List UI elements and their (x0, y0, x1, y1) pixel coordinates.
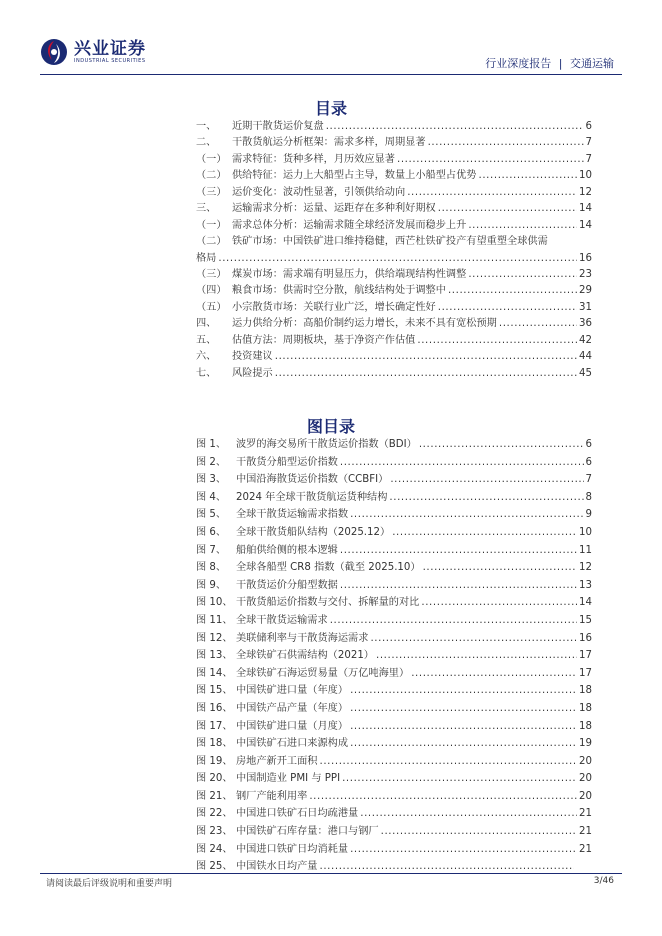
toc-leader-dots (499, 316, 577, 332)
toc-list (196, 119, 592, 382)
figure-page: 20 (579, 790, 592, 802)
toc-item-title: 投资建议 (232, 351, 273, 363)
toc-item[interactable] (196, 201, 592, 217)
toc-item-title: 需求特征：货种多样，月历效应显著 (232, 153, 395, 165)
toc-item-page: 14 (579, 219, 592, 231)
figure-title: 钢厂产能利用率 (236, 790, 308, 802)
figure-title: 中国铁产品产量（年度） (236, 702, 349, 714)
figure-title: 中国制造业 PMI 与 PPI (236, 773, 341, 785)
toc-item-page: 36 (579, 318, 592, 330)
figure-page: 21 (579, 843, 592, 855)
toc-leader-dots (438, 201, 577, 217)
figure-item[interactable] (196, 805, 592, 823)
figure-title: 中国铁水日均产量 (236, 861, 318, 873)
toc-item[interactable] (196, 300, 592, 316)
toc-leader-dots (360, 805, 577, 823)
figure-number: 图 14、 (196, 667, 233, 679)
toc-item-title: 运价变化：波动性显著，引领供给动向 (232, 186, 406, 198)
figure-page: 19 (579, 738, 592, 750)
figure-number: 图 19、 (196, 755, 233, 767)
toc-leader-dots (390, 471, 583, 489)
figure-page: 17 (579, 667, 592, 679)
toc-item[interactable] (196, 333, 592, 349)
toc-leader-dots (340, 542, 577, 560)
figure-number: 图 9、 (196, 579, 227, 591)
figure-item[interactable] (196, 542, 592, 560)
figure-page: 11 (579, 544, 592, 556)
toc-item-title: 干散货航运分析框架：需求多样，周期显著 (232, 137, 426, 149)
figure-number: 图 4、 (196, 491, 227, 503)
toc-item-page: 42 (579, 334, 592, 346)
toc-item[interactable] (196, 283, 592, 299)
toc-leader-dots (275, 366, 577, 382)
figure-number: 图 10、 (196, 597, 233, 609)
toc-item-title: 小宗散货市场：关联行业广泛，增长确定性好 (232, 301, 436, 313)
toc-item-page: 14 (579, 203, 592, 215)
figure-title: 全球铁矿石供需结构（2021） (236, 650, 374, 662)
figure-title: 美联储利率与干散货海运需求 (236, 632, 369, 644)
toc-item[interactable] (196, 267, 592, 283)
figure-number: 图 16、 (196, 702, 233, 714)
toc-title: 目录 (314, 99, 347, 118)
toc-item-title: 估值方法：周期板块，基于净资产作估值 (232, 334, 416, 346)
toc-item-number: 六、 (196, 351, 217, 363)
toc-item-number: （三） (196, 268, 227, 280)
toc-leader-dots (438, 300, 577, 316)
toc-item-page: 23 (579, 268, 592, 280)
toc-leader-dots (350, 735, 577, 753)
toc-item-page: 44 (579, 351, 592, 363)
figure-number: 图 11、 (196, 614, 233, 626)
toc-item[interactable] (196, 234, 592, 250)
toc-item-page: 16 (579, 252, 592, 264)
toc-item-continuation[interactable] (196, 251, 592, 267)
toc-leader-dots (407, 185, 577, 201)
toc-leader-dots (309, 788, 577, 806)
toc-leader-dots (350, 718, 577, 736)
toc-item-title: 运输需求分析：运量、运距存在多种利好期权 (232, 203, 436, 215)
figure-page: 14 (579, 597, 592, 609)
toc-item-title: 粮食市场：供需时空分散，航线结构处于调整中 (232, 285, 446, 297)
figure-page: 20 (579, 773, 592, 785)
toc-item-number: 二、 (196, 137, 217, 149)
figure-page: 15 (579, 614, 592, 626)
figure-item[interactable] (196, 753, 592, 771)
toc-item-number: 七、 (196, 367, 217, 379)
toc-leader-dots (370, 630, 577, 648)
figure-page: 13 (579, 579, 592, 591)
figure-page: 18 (579, 720, 592, 732)
toc-item-page: 6 (585, 121, 592, 132)
figure-title: 干散货船运价指数与交付、拆解量的对比 (236, 597, 420, 609)
figure-item[interactable] (196, 612, 592, 630)
figure-number: 图 13、 (196, 650, 233, 662)
toc-item-number: （一） (196, 153, 227, 165)
toc-leader-dots (411, 665, 577, 683)
toc-item[interactable] (196, 119, 592, 135)
report-category (485, 55, 614, 71)
figure-title: 全球干散货运输需求 (236, 614, 328, 626)
footer-divider (40, 873, 622, 874)
toc-item-title: 需求总体分析：运输需求随全球经济发展而稳步上升 (232, 219, 467, 231)
figure-number: 图 8、 (196, 562, 227, 574)
toc-item-page: 10 (579, 170, 592, 182)
figure-page: 20 (579, 755, 592, 767)
toc-leader-dots (419, 436, 584, 454)
toc-leader-dots (340, 577, 577, 595)
figure-item[interactable] (196, 735, 592, 753)
figure-title: 房地产新开工面积 (236, 755, 318, 767)
figure-number: 图 5、 (196, 509, 227, 521)
toc-item-number: （五） (196, 301, 227, 313)
figure-page: 18 (579, 702, 592, 714)
toc-leader-dots (376, 647, 577, 665)
toc-leader-dots (392, 524, 577, 542)
figure-number: 图 24、 (196, 843, 233, 855)
figure-number: 图 15、 (196, 685, 233, 697)
figure-number: 图 2、 (196, 456, 227, 468)
figure-title: 全球各船型 CR8 指数（截至 2025.10） (236, 562, 421, 574)
company-logo (40, 38, 146, 66)
figure-number: 图 25、 (196, 861, 233, 873)
toc-leader-dots (479, 168, 578, 184)
figure-page: 12 (579, 562, 592, 574)
figure-title: 波罗的海交易所干散货运价指数（BDI） (236, 439, 417, 450)
toc-item-page: 7 (585, 153, 592, 165)
figure-number: 图 18、 (196, 738, 233, 750)
logo-english-name: INDUSTRIAL SECURITIES (74, 57, 146, 64)
figure-number: 图 23、 (196, 826, 233, 838)
toc-item-number: （二） (196, 236, 227, 248)
toc-item-number: （四） (196, 285, 227, 297)
logo-chinese-name: 兴业证券 (74, 38, 146, 59)
report-sector: 交通运输 (570, 57, 614, 70)
figure-page: 18 (579, 685, 592, 697)
toc-item-page: 29 (579, 285, 592, 297)
figure-title: 中国铁矿石进口来源构成 (236, 738, 349, 750)
toc-leader-dots (428, 135, 584, 151)
figure-page: 10 (579, 526, 592, 538)
toc-item-title: 近期干散货运价复盘 (232, 121, 324, 132)
figure-number: 图 21、 (196, 790, 233, 802)
figure-title: 中国进口铁矿日均消耗量 (236, 843, 349, 855)
figure-page: 17 (579, 650, 592, 662)
figure-page: 9 (585, 509, 592, 521)
figure-item[interactable] (196, 700, 592, 718)
toc-item-title: 煤炭市场：需求端有明显压力，供给端现结构性调整 (232, 268, 467, 280)
figure-item[interactable] (196, 489, 592, 507)
figure-title: 干散货运价分船型数据 (236, 579, 338, 591)
toc-item[interactable] (196, 366, 592, 382)
figure-title: 2024 年全球干散货航运货种结构 (236, 491, 388, 503)
figure-title: 中国进口铁矿石日均疏港量 (236, 808, 359, 820)
toc-item[interactable] (196, 185, 592, 201)
figure-item[interactable] (196, 559, 592, 577)
toc-leader-dots (320, 753, 578, 771)
toc-item-title: 供给特征：运力上大船型占主导，数量上小船型占优势 (232, 170, 477, 182)
toc-item-title: 风险提示 (232, 367, 273, 379)
toc-leader-dots (397, 152, 584, 168)
toc-item[interactable] (196, 135, 592, 151)
toc-item-title: 运力供给分析：高船价制约运力增长，未来不具有宽松预期 (232, 318, 497, 330)
figure-item[interactable] (196, 524, 592, 542)
toc-leader-dots (340, 454, 584, 472)
figure-item[interactable] (196, 841, 592, 859)
figure-item[interactable] (196, 770, 592, 788)
toc-leader-dots (326, 119, 584, 135)
toc-item-number: 一、 (196, 121, 217, 132)
toc-item-page: 7 (585, 137, 592, 149)
figure-number: 图 1、 (196, 439, 227, 450)
figure-title: 全球铁矿石海运贸易量（万亿吨海里） (236, 667, 410, 679)
toc-item-page: 12 (579, 186, 592, 198)
page-number: 3/46 (593, 876, 614, 886)
figure-page: 8 (585, 491, 592, 503)
page-header (0, 0, 662, 80)
figure-item[interactable] (196, 630, 592, 648)
toc-item[interactable] (196, 218, 592, 234)
figure-page: 16 (579, 632, 592, 644)
toc-leader-dots (350, 841, 577, 859)
toc-leader-dots (350, 700, 577, 718)
figure-item[interactable] (196, 682, 592, 700)
figure-title: 中国沿海散货运价指数（CCBFI） (236, 474, 389, 486)
figure-item[interactable] (196, 506, 592, 524)
figure-list-title: 图目录 (306, 417, 355, 436)
toc-leader-dots (330, 612, 577, 630)
toc-item-number: （一） (196, 219, 227, 231)
figure-number: 图 7、 (196, 544, 227, 556)
figure-item[interactable] (196, 454, 592, 472)
figure-item[interactable] (196, 471, 592, 489)
figure-list (196, 436, 592, 876)
figure-page: 21 (579, 826, 592, 838)
toc-item-number: 三、 (196, 203, 217, 215)
toc-leader-dots (421, 594, 577, 612)
figure-title: 船舶供给侧的根本逻辑 (236, 544, 338, 556)
report-type: 行业深度报告 (485, 57, 552, 70)
figure-page: 6 (585, 456, 592, 468)
figure-title: 干散货分船型运价指数 (236, 456, 338, 468)
figure-number: 图 6、 (196, 526, 227, 538)
industrial-securities-logo-icon (40, 38, 68, 66)
toc-item[interactable] (196, 152, 592, 168)
toc-leader-dots (468, 267, 577, 283)
figure-item[interactable] (196, 788, 592, 806)
toc-leader-dots (275, 349, 577, 365)
figure-number: 图 20、 (196, 773, 233, 785)
toc-leader-dots (448, 283, 577, 299)
toc-item[interactable] (196, 349, 592, 365)
toc-leader-dots (423, 559, 577, 577)
figure-item[interactable] (196, 594, 592, 612)
toc-item-number: 五、 (196, 334, 217, 346)
toc-item-title: 铁矿市场：中国铁矿进口维持稳健，西芒杜铁矿投产有望重塑全球供需 (232, 236, 548, 248)
figure-item[interactable] (196, 647, 592, 665)
figure-number: 图 22、 (196, 808, 233, 820)
toc-item-title-continued: 格局 (196, 252, 217, 264)
figure-item[interactable] (196, 436, 592, 454)
toc-leader-dots (468, 218, 577, 234)
figure-number: 图 12、 (196, 632, 233, 644)
footer-disclaimer: 请阅读最后评级说明和重要声明 (46, 879, 173, 889)
toc-item-page: 31 (579, 301, 592, 313)
toc-item-number: （三） (196, 186, 227, 198)
toc-item[interactable] (196, 168, 592, 184)
figure-item[interactable] (196, 665, 592, 683)
toc-leader-dots (350, 682, 577, 700)
toc-leader-dots (342, 770, 577, 788)
toc-leader-dots (218, 251, 577, 267)
figure-title: 全球干散货船队结构（2025.12） (236, 526, 391, 538)
figure-page: 6 (585, 439, 592, 450)
figure-title: 全球干散货运输需求指数 (236, 509, 349, 521)
figure-item[interactable] (196, 577, 592, 595)
figure-item[interactable] (196, 718, 592, 736)
toc-leader-dots (389, 489, 583, 507)
header-separator: | (558, 57, 563, 70)
figure-title: 中国铁矿进口量（月度） (236, 720, 349, 732)
toc-item-number: （二） (196, 170, 227, 182)
figure-page: 7 (585, 474, 592, 486)
figure-title: 中国铁矿进口量（年度） (236, 685, 349, 697)
toc-leader-dots (350, 506, 583, 524)
toc-leader-dots (417, 333, 577, 349)
figure-number: 图 3、 (196, 474, 227, 486)
toc-item-number: 四、 (196, 318, 217, 330)
figure-page: 21 (579, 808, 592, 820)
figure-item[interactable] (196, 823, 592, 841)
figure-title: 中国铁矿石库存量：港口与钢厂 (236, 826, 379, 838)
figure-number: 图 17、 (196, 720, 233, 732)
toc-leader-dots (381, 823, 577, 841)
toc-item-page: 45 (579, 367, 592, 379)
toc-item[interactable] (196, 316, 592, 332)
header-divider (40, 74, 622, 75)
